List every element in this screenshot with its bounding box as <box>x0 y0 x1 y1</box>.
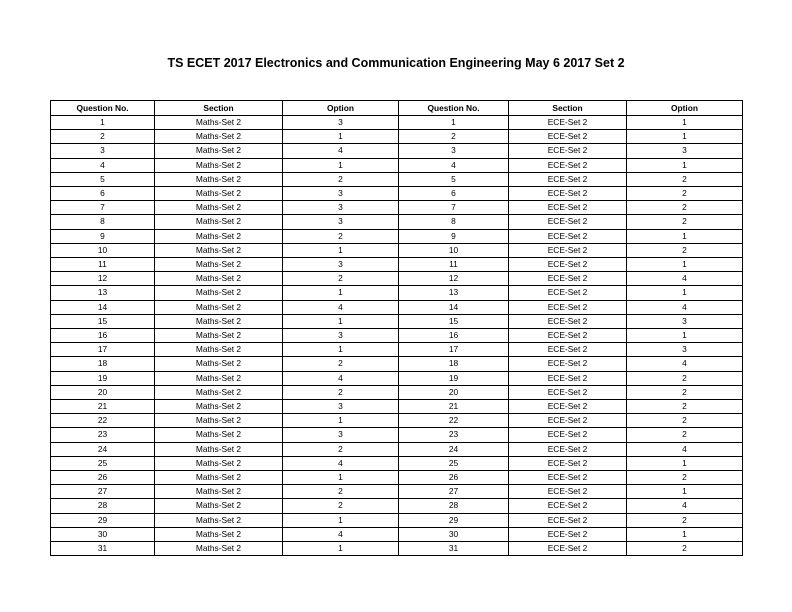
cell-option-maths: 3 <box>283 329 399 343</box>
cell-question-no-maths: 23 <box>51 428 155 442</box>
cell-section-ece: ECE-Set 2 <box>509 286 627 300</box>
cell-question-no-maths: 8 <box>51 215 155 229</box>
cell-option-ece: 2 <box>627 414 743 428</box>
table-row <box>51 258 743 272</box>
cell-question-no-ece: 18 <box>399 357 509 371</box>
cell-question-no-maths: 29 <box>51 513 155 527</box>
cell-option-maths: 1 <box>283 286 399 300</box>
cell-question-no-ece: 27 <box>399 485 509 499</box>
table-row <box>51 513 743 527</box>
cell-question-no-maths: 28 <box>51 499 155 513</box>
cell-question-no-maths: 31 <box>51 542 155 556</box>
header-question-no-maths: Question No. <box>51 101 155 116</box>
cell-option-ece: 2 <box>627 428 743 442</box>
table-row <box>51 329 743 343</box>
cell-section-ece: ECE-Set 2 <box>509 343 627 357</box>
cell-section-ece: ECE-Set 2 <box>509 542 627 556</box>
header-section-ece: Section <box>509 101 627 116</box>
cell-section-ece: ECE-Set 2 <box>509 414 627 428</box>
cell-question-no-maths: 25 <box>51 456 155 470</box>
cell-section-ece: ECE-Set 2 <box>509 187 627 201</box>
table-row <box>51 385 743 399</box>
cell-section-maths: Maths-Set 2 <box>155 258 283 272</box>
cell-question-no-maths: 13 <box>51 286 155 300</box>
cell-question-no-ece: 8 <box>399 215 509 229</box>
cell-option-ece: 1 <box>627 329 743 343</box>
cell-question-no-ece: 22 <box>399 414 509 428</box>
cell-option-maths: 1 <box>283 158 399 172</box>
cell-section-maths: Maths-Set 2 <box>155 229 283 243</box>
cell-option-ece: 1 <box>627 286 743 300</box>
cell-option-maths: 2 <box>283 485 399 499</box>
cell-option-ece: 1 <box>627 116 743 130</box>
table-row <box>51 272 743 286</box>
cell-section-ece: ECE-Set 2 <box>509 456 627 470</box>
cell-option-ece: 4 <box>627 499 743 513</box>
cell-option-maths: 1 <box>283 471 399 485</box>
cell-option-maths: 2 <box>283 172 399 186</box>
cell-option-maths: 3 <box>283 116 399 130</box>
table-row <box>51 499 743 513</box>
cell-question-no-maths: 16 <box>51 329 155 343</box>
cell-option-ece: 2 <box>627 201 743 215</box>
cell-option-ece: 2 <box>627 471 743 485</box>
cell-section-ece: ECE-Set 2 <box>509 215 627 229</box>
table-row <box>51 187 743 201</box>
cell-option-ece: 2 <box>627 215 743 229</box>
cell-section-ece: ECE-Set 2 <box>509 499 627 513</box>
cell-section-ece: ECE-Set 2 <box>509 300 627 314</box>
cell-question-no-maths: 3 <box>51 144 155 158</box>
header-question-no-ece: Question No. <box>399 101 509 116</box>
cell-option-maths: 4 <box>283 300 399 314</box>
cell-option-ece: 3 <box>627 314 743 328</box>
cell-question-no-ece: 19 <box>399 371 509 385</box>
cell-question-no-maths: 18 <box>51 357 155 371</box>
cell-option-ece: 1 <box>627 258 743 272</box>
cell-section-ece: ECE-Set 2 <box>509 314 627 328</box>
cell-section-ece: ECE-Set 2 <box>509 272 627 286</box>
cell-option-ece: 4 <box>627 300 743 314</box>
cell-question-no-ece: 6 <box>399 187 509 201</box>
cell-option-ece: 2 <box>627 385 743 399</box>
cell-section-ece: ECE-Set 2 <box>509 329 627 343</box>
cell-section-ece: ECE-Set 2 <box>509 144 627 158</box>
cell-question-no-ece: 13 <box>399 286 509 300</box>
cell-option-ece: 1 <box>627 456 743 470</box>
cell-question-no-maths: 4 <box>51 158 155 172</box>
cell-question-no-maths: 26 <box>51 471 155 485</box>
cell-option-ece: 2 <box>627 400 743 414</box>
cell-question-no-maths: 17 <box>51 343 155 357</box>
cell-option-ece: 1 <box>627 229 743 243</box>
cell-question-no-maths: 19 <box>51 371 155 385</box>
cell-option-maths: 4 <box>283 144 399 158</box>
cell-question-no-maths: 5 <box>51 172 155 186</box>
table-row <box>51 116 743 130</box>
cell-section-ece: ECE-Set 2 <box>509 371 627 385</box>
table-row <box>51 527 743 541</box>
cell-option-maths: 1 <box>283 243 399 257</box>
table-row <box>51 442 743 456</box>
table-row <box>51 414 743 428</box>
cell-option-ece: 1 <box>627 527 743 541</box>
page-title: TS ECET 2017 Electronics and Communication Engineering May 6 2017 Set 2 <box>167 56 625 70</box>
cell-section-ece: ECE-Set 2 <box>509 400 627 414</box>
cell-section-ece: ECE-Set 2 <box>509 172 627 186</box>
table-row <box>51 400 743 414</box>
cell-question-no-maths: 2 <box>51 130 155 144</box>
cell-section-ece: ECE-Set 2 <box>509 428 627 442</box>
cell-section-maths: Maths-Set 2 <box>155 300 283 314</box>
cell-question-no-maths: 21 <box>51 400 155 414</box>
cell-option-maths: 2 <box>283 229 399 243</box>
cell-option-maths: 3 <box>283 428 399 442</box>
cell-section-maths: Maths-Set 2 <box>155 172 283 186</box>
cell-section-ece: ECE-Set 2 <box>509 243 627 257</box>
cell-section-ece: ECE-Set 2 <box>509 442 627 456</box>
cell-option-maths: 4 <box>283 456 399 470</box>
cell-option-maths: 4 <box>283 527 399 541</box>
cell-section-ece: ECE-Set 2 <box>509 258 627 272</box>
cell-section-maths: Maths-Set 2 <box>155 187 283 201</box>
cell-question-no-ece: 10 <box>399 243 509 257</box>
cell-option-ece: 1 <box>627 130 743 144</box>
cell-option-ece: 2 <box>627 371 743 385</box>
cell-option-maths: 1 <box>283 513 399 527</box>
cell-option-maths: 3 <box>283 258 399 272</box>
cell-question-no-maths: 22 <box>51 414 155 428</box>
cell-option-maths: 3 <box>283 400 399 414</box>
cell-section-maths: Maths-Set 2 <box>155 371 283 385</box>
cell-option-maths: 1 <box>283 343 399 357</box>
cell-section-maths: Maths-Set 2 <box>155 144 283 158</box>
cell-question-no-ece: 17 <box>399 343 509 357</box>
cell-section-maths: Maths-Set 2 <box>155 314 283 328</box>
cell-section-maths: Maths-Set 2 <box>155 201 283 215</box>
cell-section-maths: Maths-Set 2 <box>155 400 283 414</box>
cell-section-ece: ECE-Set 2 <box>509 527 627 541</box>
cell-option-maths: 3 <box>283 201 399 215</box>
header-option-maths: Option <box>283 101 399 116</box>
cell-question-no-ece: 3 <box>399 144 509 158</box>
cell-question-no-ece: 7 <box>399 201 509 215</box>
cell-section-ece: ECE-Set 2 <box>509 385 627 399</box>
cell-question-no-ece: 28 <box>399 499 509 513</box>
cell-option-maths: 1 <box>283 130 399 144</box>
cell-section-maths: Maths-Set 2 <box>155 527 283 541</box>
cell-section-maths: Maths-Set 2 <box>155 130 283 144</box>
cell-option-ece: 4 <box>627 357 743 371</box>
cell-question-no-ece: 21 <box>399 400 509 414</box>
table-row <box>51 456 743 470</box>
table-row <box>51 343 743 357</box>
cell-question-no-maths: 20 <box>51 385 155 399</box>
table-row <box>51 428 743 442</box>
cell-section-maths: Maths-Set 2 <box>155 215 283 229</box>
cell-section-maths: Maths-Set 2 <box>155 286 283 300</box>
cell-question-no-ece: 23 <box>399 428 509 442</box>
table-row <box>51 172 743 186</box>
cell-question-no-maths: 30 <box>51 527 155 541</box>
table-row <box>51 300 743 314</box>
cell-question-no-maths: 7 <box>51 201 155 215</box>
cell-question-no-ece: 31 <box>399 542 509 556</box>
cell-section-ece: ECE-Set 2 <box>509 201 627 215</box>
cell-option-maths: 4 <box>283 371 399 385</box>
cell-section-maths: Maths-Set 2 <box>155 428 283 442</box>
cell-question-no-maths: 12 <box>51 272 155 286</box>
cell-option-maths: 1 <box>283 414 399 428</box>
cell-option-maths: 2 <box>283 385 399 399</box>
cell-question-no-ece: 25 <box>399 456 509 470</box>
table-row <box>51 130 743 144</box>
cell-section-ece: ECE-Set 2 <box>509 116 627 130</box>
cell-question-no-ece: 5 <box>399 172 509 186</box>
table-row <box>51 286 743 300</box>
cell-option-ece: 4 <box>627 442 743 456</box>
cell-question-no-maths: 9 <box>51 229 155 243</box>
cell-question-no-maths: 24 <box>51 442 155 456</box>
cell-section-ece: ECE-Set 2 <box>509 158 627 172</box>
cell-section-maths: Maths-Set 2 <box>155 499 283 513</box>
table-row <box>51 371 743 385</box>
table-row <box>51 243 743 257</box>
cell-question-no-ece: 2 <box>399 130 509 144</box>
cell-question-no-ece: 14 <box>399 300 509 314</box>
cell-section-maths: Maths-Set 2 <box>155 456 283 470</box>
cell-option-maths: 3 <box>283 215 399 229</box>
cell-question-no-maths: 10 <box>51 243 155 257</box>
table-header-row <box>51 101 743 116</box>
cell-question-no-maths: 1 <box>51 116 155 130</box>
table-row <box>51 542 743 556</box>
cell-question-no-ece: 1 <box>399 116 509 130</box>
cell-question-no-ece: 11 <box>399 258 509 272</box>
cell-question-no-ece: 30 <box>399 527 509 541</box>
cell-section-maths: Maths-Set 2 <box>155 542 283 556</box>
table-row <box>51 229 743 243</box>
cell-section-maths: Maths-Set 2 <box>155 243 283 257</box>
cell-question-no-ece: 15 <box>399 314 509 328</box>
cell-option-maths: 2 <box>283 442 399 456</box>
cell-question-no-maths: 14 <box>51 300 155 314</box>
table-row <box>51 144 743 158</box>
cell-section-maths: Maths-Set 2 <box>155 343 283 357</box>
cell-question-no-maths: 11 <box>51 258 155 272</box>
cell-section-maths: Maths-Set 2 <box>155 357 283 371</box>
cell-option-ece: 2 <box>627 187 743 201</box>
cell-section-maths: Maths-Set 2 <box>155 385 283 399</box>
cell-section-ece: ECE-Set 2 <box>509 471 627 485</box>
cell-question-no-maths: 15 <box>51 314 155 328</box>
cell-section-maths: Maths-Set 2 <box>155 116 283 130</box>
table-row <box>51 357 743 371</box>
cell-question-no-maths: 6 <box>51 187 155 201</box>
table-row <box>51 158 743 172</box>
cell-option-ece: 2 <box>627 542 743 556</box>
cell-section-ece: ECE-Set 2 <box>509 513 627 527</box>
cell-option-maths: 3 <box>283 187 399 201</box>
cell-section-maths: Maths-Set 2 <box>155 329 283 343</box>
cell-option-ece: 3 <box>627 343 743 357</box>
cell-section-maths: Maths-Set 2 <box>155 471 283 485</box>
cell-question-no-maths: 27 <box>51 485 155 499</box>
cell-question-no-ece: 4 <box>399 158 509 172</box>
cell-question-no-ece: 16 <box>399 329 509 343</box>
cell-section-ece: ECE-Set 2 <box>509 130 627 144</box>
table-row <box>51 485 743 499</box>
cell-option-ece: 1 <box>627 485 743 499</box>
cell-option-ece: 2 <box>627 513 743 527</box>
cell-section-ece: ECE-Set 2 <box>509 357 627 371</box>
cell-question-no-ece: 9 <box>399 229 509 243</box>
header-option-ece: Option <box>627 101 743 116</box>
cell-option-ece: 2 <box>627 243 743 257</box>
cell-option-maths: 2 <box>283 357 399 371</box>
cell-option-maths: 2 <box>283 499 399 513</box>
answer-key-table <box>50 100 743 556</box>
table-row <box>51 215 743 229</box>
cell-section-maths: Maths-Set 2 <box>155 442 283 456</box>
cell-section-maths: Maths-Set 2 <box>155 414 283 428</box>
cell-option-maths: 2 <box>283 272 399 286</box>
table-body <box>51 116 743 556</box>
cell-question-no-ece: 26 <box>399 471 509 485</box>
cell-section-ece: ECE-Set 2 <box>509 229 627 243</box>
cell-option-maths: 1 <box>283 542 399 556</box>
header-section-maths: Section <box>155 101 283 116</box>
cell-option-ece: 3 <box>627 144 743 158</box>
cell-question-no-ece: 12 <box>399 272 509 286</box>
cell-section-ece: ECE-Set 2 <box>509 485 627 499</box>
cell-question-no-ece: 24 <box>399 442 509 456</box>
cell-section-maths: Maths-Set 2 <box>155 158 283 172</box>
cell-question-no-ece: 20 <box>399 385 509 399</box>
table-row <box>51 314 743 328</box>
cell-option-ece: 2 <box>627 172 743 186</box>
cell-option-maths: 1 <box>283 314 399 328</box>
cell-option-ece: 4 <box>627 272 743 286</box>
cell-question-no-ece: 29 <box>399 513 509 527</box>
cell-section-maths: Maths-Set 2 <box>155 513 283 527</box>
cell-option-ece: 1 <box>627 158 743 172</box>
table-row <box>51 471 743 485</box>
cell-section-maths: Maths-Set 2 <box>155 485 283 499</box>
cell-section-maths: Maths-Set 2 <box>155 272 283 286</box>
table-row <box>51 201 743 215</box>
